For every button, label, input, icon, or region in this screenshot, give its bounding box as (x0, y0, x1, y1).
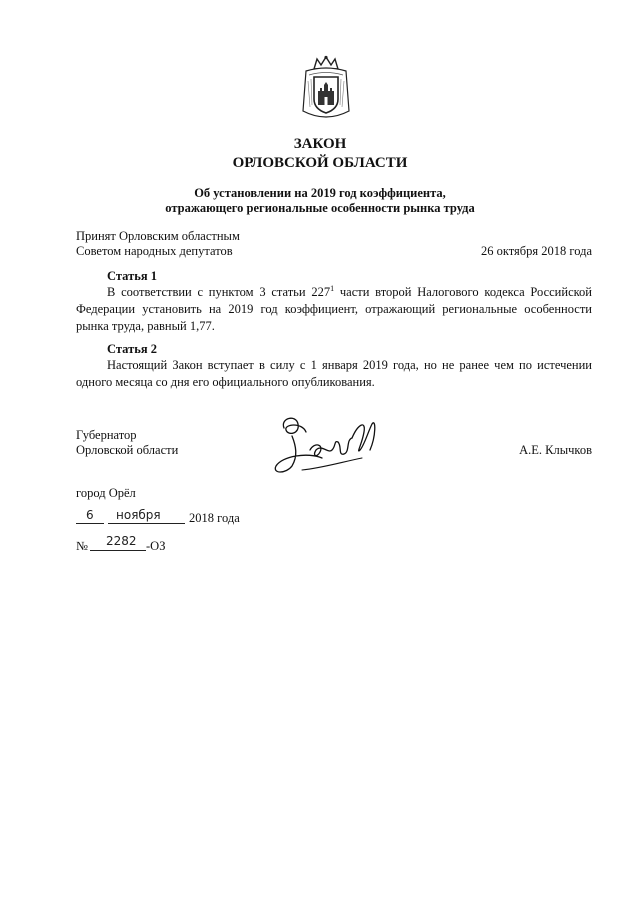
document-subtitle-line1: Об установлении на 2019 год коэффициента, (194, 186, 446, 200)
handwritten-signature-icon (262, 410, 382, 482)
date-month: ноября (116, 508, 161, 522)
article1-line1 (107, 284, 592, 301)
article1-line1-end: части второй Налогового кодекса Российской (334, 285, 592, 299)
adoption-line1: Принят Орловским областным (76, 229, 240, 243)
article2-line1: Настоящий Закон вступает в силу с 1 января 2019 года, но не ранее чем по истечении (107, 358, 592, 372)
date-day: 6 (86, 508, 94, 522)
article1-superscript: 1 (330, 283, 335, 293)
date-day-underline (76, 523, 104, 524)
law-number-suffix: -ОЗ (146, 539, 166, 553)
document-title-line1: ЗАКОН (293, 136, 347, 152)
article1-line1-start: В соответствии с пунктом 3 статьи 227 (107, 285, 331, 299)
document-subtitle-line2: отражающего региональные особенности рынка труда (165, 201, 475, 215)
article2-line2: одного месяца со дня его официального опубликования. (76, 375, 375, 389)
adoption-line2: Советом народных депутатов (76, 244, 233, 258)
document-title-line2: ОРЛОВСКОЙ ОБЛАСТИ (232, 155, 408, 171)
article1-line2: Федерации установить на 2019 год коэффициент, отражающий региональные особенности (76, 302, 592, 316)
law-number-underline (90, 550, 146, 551)
signatory-role-line2: Орловской области (76, 443, 179, 457)
adoption-date: 26 октября 2018 года (480, 244, 592, 258)
article2-heading: Статья 2 (107, 342, 157, 356)
date-month-underline (108, 523, 185, 524)
law-number-prefix: № (76, 539, 88, 553)
article1-heading: Статья 1 (107, 269, 157, 283)
signatory-role-line1: Губернатор (76, 428, 137, 442)
signatory-name: А.Е. Клычков (519, 443, 592, 457)
coat-of-arms-icon (300, 55, 352, 123)
city: город Орёл (76, 486, 136, 500)
date-year: 2018 года (189, 511, 240, 525)
article1-line3: рынка труда, равный 1,77. (76, 319, 215, 333)
law-number-value: 2282 (106, 534, 137, 548)
